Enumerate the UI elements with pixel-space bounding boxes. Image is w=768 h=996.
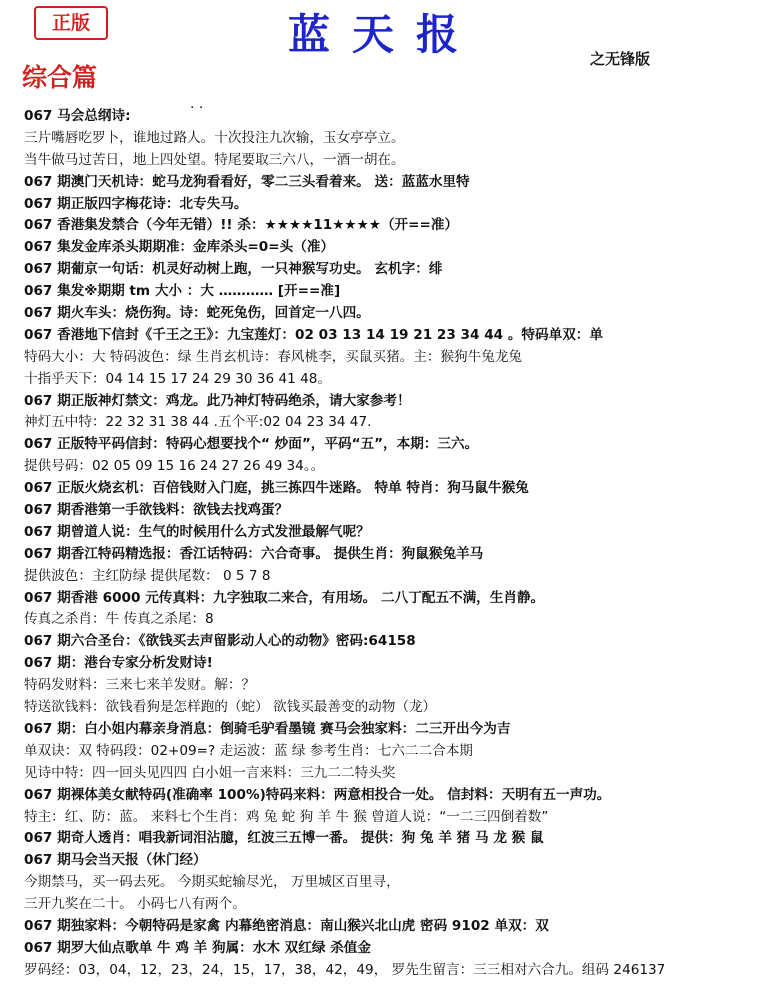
text-line: 特送欲钱料：欲钱看狗是怎样跑的（蛇） 欲钱买最善变的动物（龙）	[24, 699, 437, 716]
edition-subtitle: 之无锋版	[590, 50, 651, 68]
newspaper-title: 蓝天报	[287, 10, 480, 59]
text-line: 单双诀：双 特码段：02+09=? 走运波：蓝 绿 参考生肖：七六二二合本期	[24, 742, 473, 759]
text-line: 三开九奖在二十。 小码七八有两个。	[24, 896, 246, 913]
text-line: 十指乎天下：04 14 15 17 24 29 30 36 41 48。	[24, 370, 332, 387]
text-line: 067 期奇人透肖：唱我新词泪沾臆，红波三五博一番。 提供：狗 兔 羊 猪 马 龙 猴 鼠	[24, 830, 544, 847]
text-line: 067 集发※期期 tm 大小 ：大 ………… [开==准]	[24, 283, 341, 300]
text-line: 今期禁马，买一码去死。 今期买蛇输尽光， 万里城区百里寻，	[24, 874, 400, 891]
text-line: 提供号码：02 05 09 15 16 24 27 26 49 34。。	[24, 458, 325, 475]
text-line: 067 期罗大仙点歌单 牛 鸡 羊 狗属：水木 双红绿 杀值金	[24, 939, 371, 956]
text-line: 特主：红、防：蓝。 来料七个生肖：鸡 兔 蛇 狗 羊 牛 猴 曾道人说：“一二三四倒着数”	[24, 808, 549, 825]
text-line: 067 期正版四字梅花诗：北专失马。	[24, 195, 248, 212]
text-line: 067 期独家料：今朝特码是家禽 内幕绝密消息：南山猴兴北山虎 密码 9102 单双：双	[24, 917, 549, 934]
text-line: 067 期：港台专家分析发财诗!	[24, 655, 213, 672]
text-line: 067 正版特平码信封：特码心想要找个“ 炒面”，平码“五”，本期：三六。	[24, 436, 479, 453]
article-body	[24, 106, 764, 982]
text-line: 067 期曾道人说：生气的时候用什么方式发泄最解气呢？	[24, 523, 370, 540]
text-line: 067 期马会当天报（休门经）	[24, 852, 207, 869]
text-line: 067 香港地下信封《千王之王》：九宝莲灯：02 03 13 14 19 21 23 34 44 。特码单双：单	[24, 326, 603, 343]
genuine-stamp: 正版	[34, 6, 108, 40]
text-line: 三片嘴唇吃罗卜，谁地过路人。十次投注九次输，玉女亭亭立。	[24, 129, 405, 146]
text-line: 特码发财料：三来七来羊发财。解：？	[24, 677, 256, 694]
text-line: 067 期裸体美女献特码(准确率 100%)特码来料：两意相投合一处。 信封料：天明有五一声功。	[24, 786, 611, 803]
text-line: 067 集发金库杀头期期准：金库杀头=0=头（准）	[24, 239, 335, 256]
decorative-dots: . .	[190, 96, 204, 112]
text-line: 特码大小：大 特码波色：绿 生肖玄机诗：春风桃李，买鼠买猪。主：猴狗牛兔龙兔	[24, 348, 523, 365]
text-line: 提供波色：主红防绿 提供尾数： 0 5 7 8	[24, 567, 271, 584]
text-line: 067 马会总纲诗:	[24, 108, 131, 124]
section-heading: 综合篇	[22, 63, 98, 92]
text-line: 067 期澳门天机诗：蛇马龙狗看看好，零二三头看着来。 送：蓝蓝水里特	[24, 173, 470, 190]
text-line: 见诗中特：四一回头见四四 白小姐一言来料：三九二二特头奖	[24, 764, 396, 781]
text-line: 067 期葡京一句话：机灵好动树上跑，一只神猴写功史。 玄机字：绯	[24, 261, 443, 278]
text-line: 传真之杀肖：牛 传真之杀尾：8	[24, 611, 214, 628]
text-line: 067 期：白小姐内幕亲身消息：倒骑毛驴看墨镜 赛马会独家料：二三开出今为吉	[24, 720, 511, 737]
text-line: 067 期香江特码精选报：香江话特码：六合奇事。 提供生肖：狗鼠猴兔羊马	[24, 545, 484, 562]
text-line: 067 期火车头：烧伤狗。诗：蛇死兔伤，回首定一八四。	[24, 305, 370, 322]
text-line: 067 期正版神灯禁文：鸡龙。此乃神灯特码绝杀，请大家参考！	[24, 392, 411, 409]
text-line: 067 期香港第一手欲钱料：欲钱去找鸡蛋？	[24, 502, 289, 519]
text-line: 067 期六合圣台：《欲钱买去声留影动人心的动物》密码:64158	[24, 633, 416, 650]
text-line: 神灯五中特：22 32 31 38 44 .五个平:02 04 23 34 47.	[24, 414, 372, 431]
text-line: 罗码经：03，04，12，23，24，15，17，38，42，49， 罗先生留言：三三相对六合九。组码 246137	[24, 961, 666, 978]
text-line: 当牛做马过苦日，地上四处望。特尾要取三六八，一酒一胡在。	[24, 151, 405, 168]
text-line: 067 香港集发禁合（今年无错）!! 杀：★★★★11★★★★（开==准）	[24, 217, 459, 234]
text-line: 067 正版火烧玄机：百倍钱财入门庭，挑三拣四牛迷路。 特单 特肖：狗马鼠牛猴兔	[24, 480, 529, 497]
text-line: 067 期香港 6000 元传真料：九字独取二来合，有用场。 二八丁配五不满，生肖静。	[24, 589, 545, 606]
